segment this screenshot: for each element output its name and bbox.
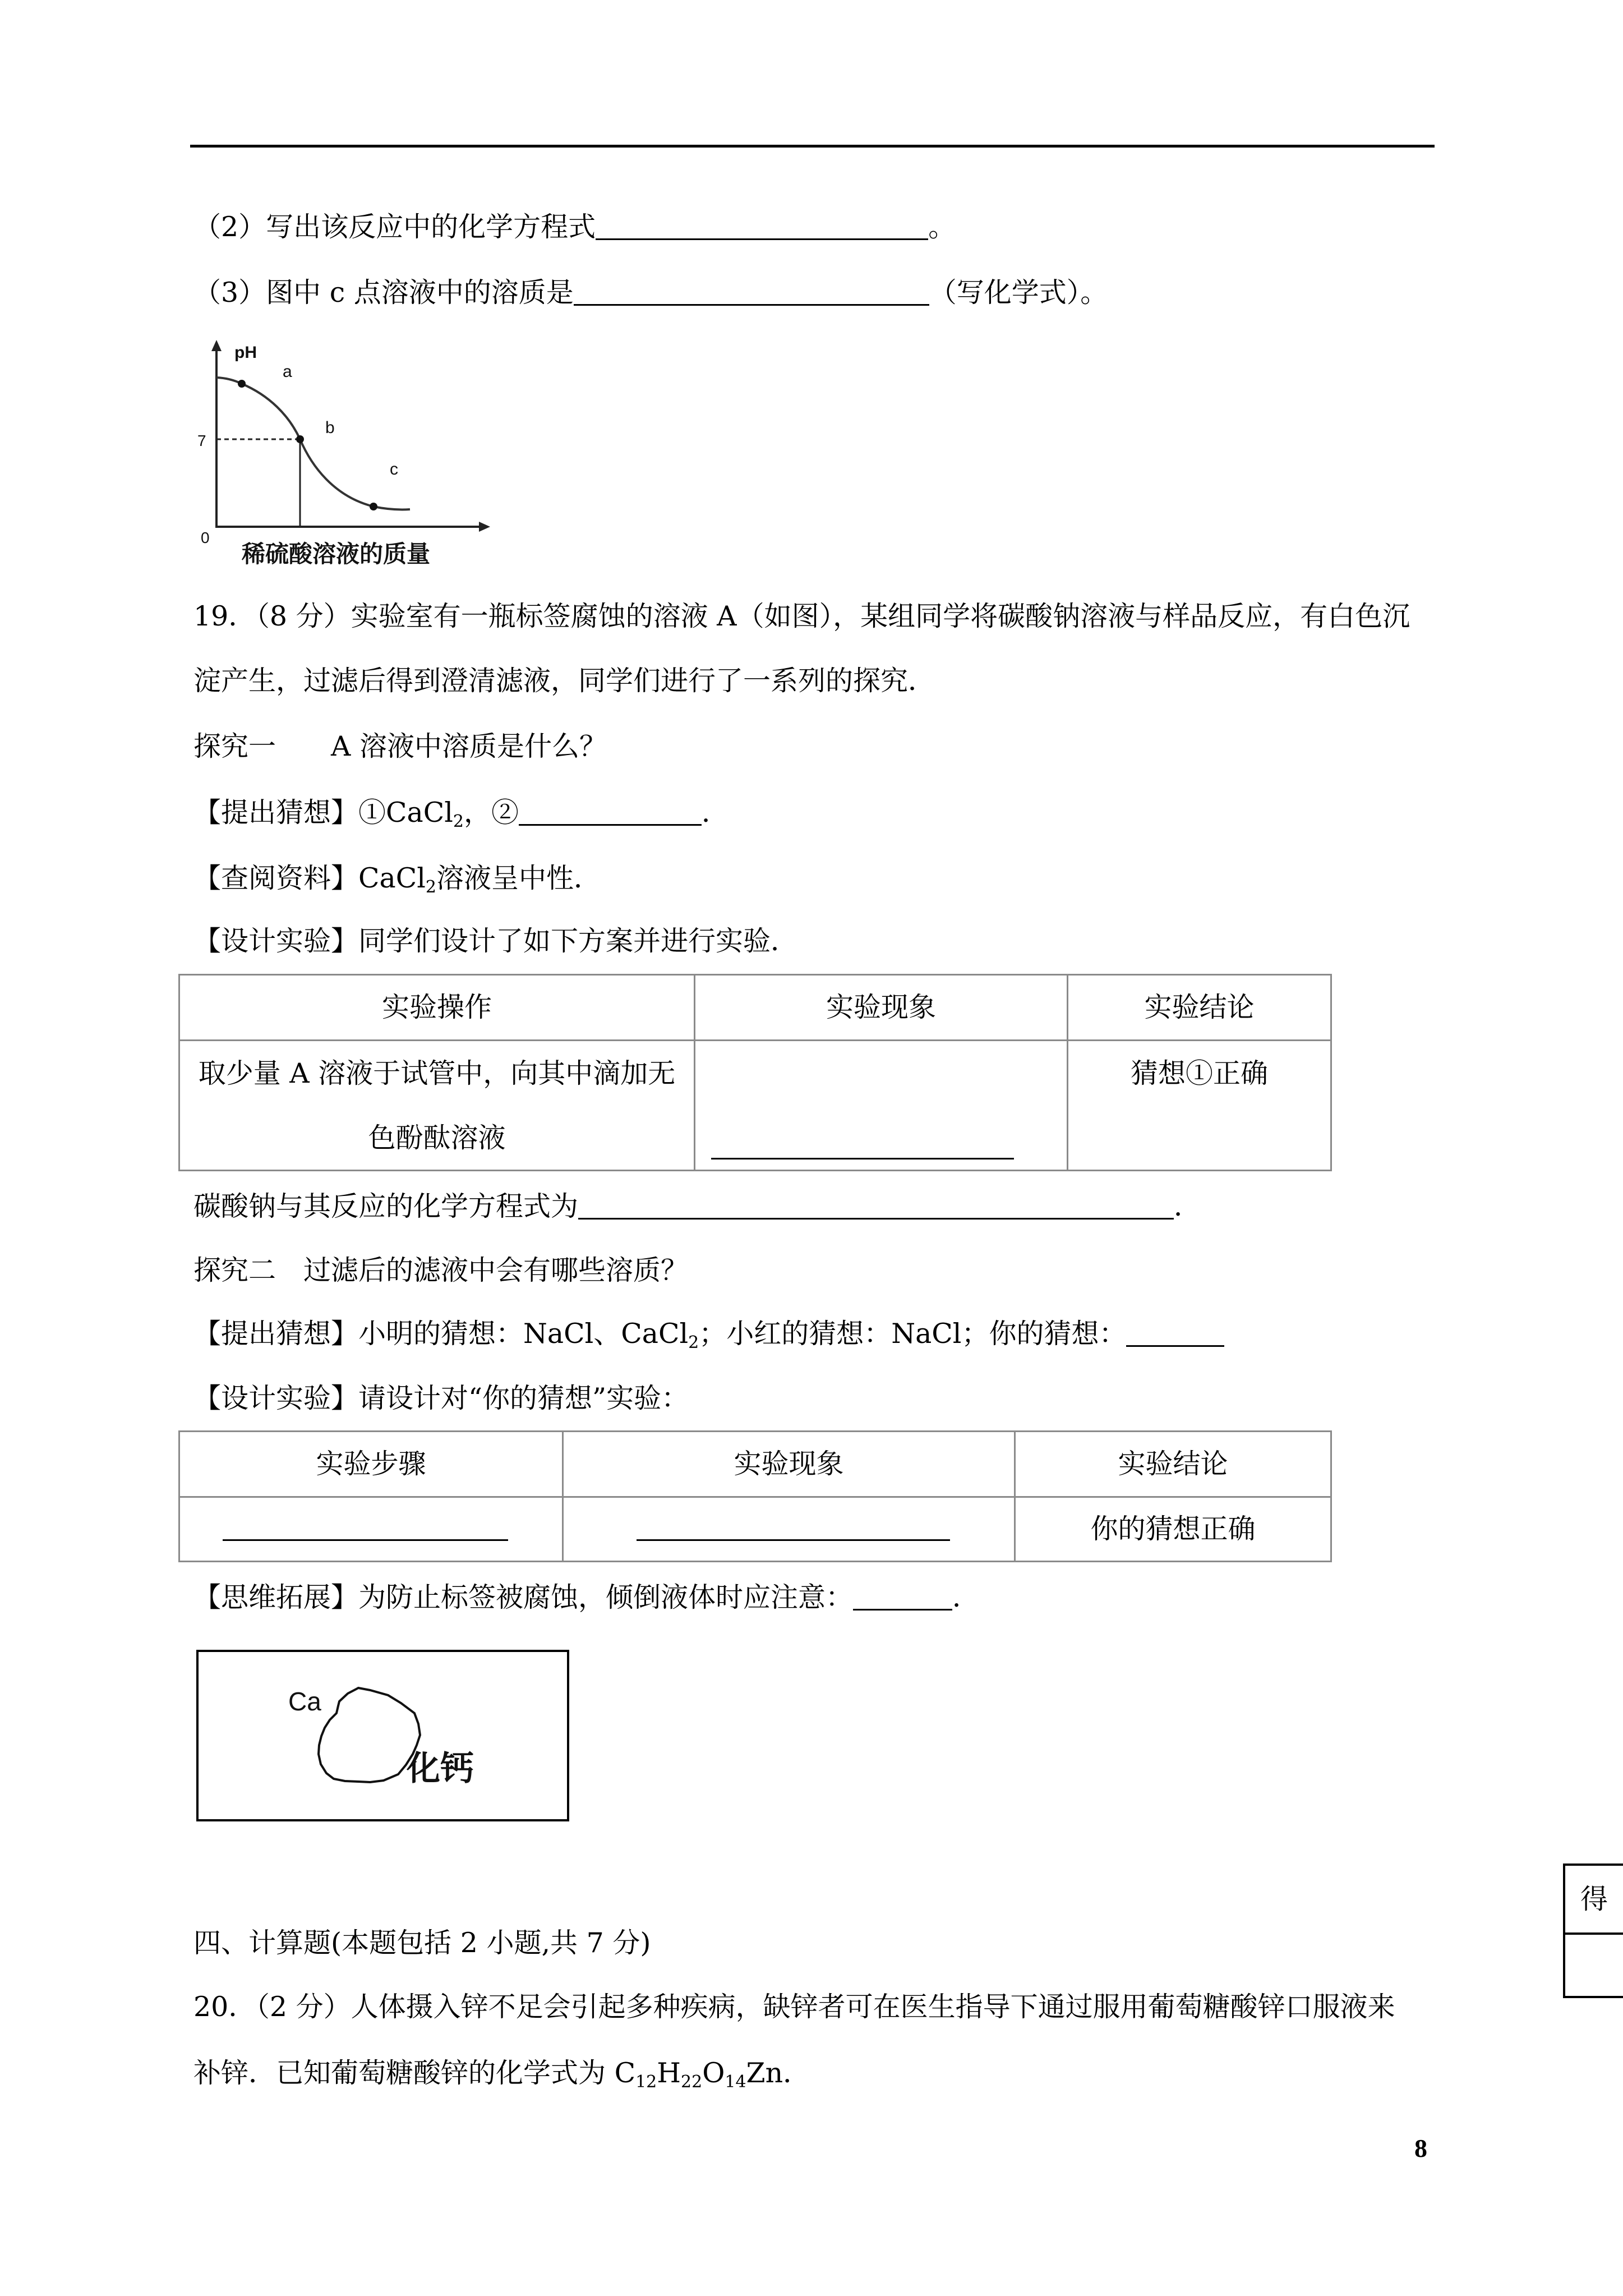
subscript: 2 <box>425 877 436 897</box>
ph-curve <box>216 378 410 509</box>
formula-element: H <box>657 2057 681 2089</box>
q19-intro-line: 19．（8 分）实验室有一瓶标签腐蚀的溶液 A（如图），某组同学将碳酸钠溶液与样品反应，有白色沉 <box>193 600 1410 632</box>
extension-text: 【思维拓展】为防止标签被腐蚀，倾倒液体时应注意： <box>193 1581 854 1613</box>
extension-line <box>193 1581 980 1614</box>
table1-conclusion-text: 猜想①正确 <box>1130 1057 1268 1089</box>
point-b-label: b <box>325 418 335 437</box>
q20-line-formula <box>193 2056 810 2090</box>
equation-suffix: ． <box>1174 1190 1202 1222</box>
point-c-marker <box>370 503 377 510</box>
point-b-marker <box>296 435 304 443</box>
table2-steps-cell <box>180 1498 564 1562</box>
reference-suffix: 溶液呈中性． <box>436 862 601 894</box>
table2-header-conclusion: 实验结论 <box>1016 1432 1332 1498</box>
answer-blank <box>711 1158 1014 1159</box>
reference-prefix: 【查阅资料】CaCl <box>193 862 426 894</box>
table2-phenomenon-cell <box>564 1498 1016 1562</box>
answer-blank <box>596 216 928 240</box>
explore1-hypothesis <box>193 796 729 830</box>
hypothesis-prefix: 【提出猜想】①CaCl <box>193 797 453 829</box>
table1-phenomenon-cell <box>695 1041 1068 1171</box>
q19-intro-line: 淀产生，过滤后得到澄清滤液，同学们进行了一系列的探究． <box>193 665 936 697</box>
q18-item-2-text: （2）写出该反应中的化学方程式 <box>193 211 596 243</box>
ph-curve-figure <box>185 331 510 578</box>
table1-header-conclusion: 实验结论 <box>1068 976 1332 1041</box>
score-box-divider <box>1565 1932 1623 1935</box>
hypothesis-suffix: ． <box>701 797 729 829</box>
label-bottom-text: 化钙 <box>407 1750 474 1787</box>
section-title: 四、计算题(本题包括 2 小题,共 7 分) <box>193 1927 651 1959</box>
q18-item-2 <box>193 210 956 244</box>
subscript: 2 <box>688 1333 699 1352</box>
explore2-title: 探究二 过滤后的滤液中会有哪些溶质？ <box>193 1254 689 1286</box>
header-rule <box>190 145 1435 148</box>
table1-header-operation: 实验操作 <box>180 976 695 1041</box>
y-axis-label: pH <box>234 343 257 362</box>
q18-item-2-suffix: 。 <box>928 211 956 243</box>
origin-label: 0 <box>201 529 210 546</box>
label-top-text: Ca <box>288 1687 321 1716</box>
page-number: 8 <box>1414 2134 1427 2162</box>
point-c-label: c <box>390 460 398 478</box>
explore2-hypothesis <box>193 1317 1224 1351</box>
table1-operation-line: 色酚酞溶液 <box>368 1122 506 1154</box>
explore1-reference <box>193 862 601 895</box>
formula-subscript: 14 <box>725 2072 746 2092</box>
extension-suffix: ． <box>952 1581 980 1613</box>
hypothesis-suffix: ；小红的猜想：NaCl；你的猜想： <box>699 1318 1127 1350</box>
answer-blank <box>1126 1323 1224 1347</box>
point-a-label: a <box>283 362 292 381</box>
q18-item-3 <box>193 276 1108 310</box>
equation-text: 碳酸钠与其反应的化学方程式为 <box>193 1190 579 1222</box>
x-axis-arrow <box>479 522 490 532</box>
answer-blank <box>574 282 929 306</box>
y-tick-label: 7 <box>197 432 206 449</box>
hypothesis-prefix: 【提出猜想】小明的猜想：NaCl、CaCl <box>193 1318 689 1350</box>
q18-item-3-text: （3）图中 c 点溶液中的溶质是 <box>193 277 574 309</box>
formula-subscript: 22 <box>681 2072 703 2092</box>
explore1-design: 【设计实验】同学们设计了如下方案并进行实验． <box>193 925 799 957</box>
subscript: 2 <box>453 812 464 831</box>
point-a-marker <box>238 380 246 388</box>
table2-header-phenomenon: 实验现象 <box>564 1432 1016 1498</box>
experiment-table-1 <box>178 974 1332 1171</box>
formula-element: O <box>702 2057 725 2089</box>
table1-operation-cell <box>180 1041 695 1171</box>
table1-header-phenomenon: 实验现象 <box>695 976 1068 1041</box>
explore1-title: 探究一 A 溶液中溶质是什么？ <box>193 730 607 762</box>
answer-blank <box>578 1195 1174 1220</box>
experiment-table-2 <box>178 1430 1332 1562</box>
y-axis-arrow <box>211 340 222 351</box>
answer-blank <box>637 1539 950 1541</box>
table1-operation-line: 取少量 A 溶液于试管中，向其中滴加无 <box>198 1057 676 1089</box>
q20-line2-prefix: 补锌．已知葡萄糖酸锌的化学式为 <box>193 2057 615 2089</box>
answer-blank <box>223 1539 508 1541</box>
answer-blank <box>853 1586 952 1611</box>
formula-element: Zn <box>746 2057 783 2089</box>
q18-item-3-suffix: （写化学式）。 <box>929 277 1108 309</box>
q20-line2-suffix: ． <box>783 2057 811 2089</box>
answer-blank <box>519 802 702 826</box>
hypothesis-middle: ，② <box>463 797 519 829</box>
formula-element: C <box>614 2057 636 2089</box>
table2-conclusion-text: 你的猜想正确 <box>1090 1513 1256 1545</box>
score-box <box>1563 1864 1623 1998</box>
table2-conclusion-cell <box>1016 1498 1332 1562</box>
corrosion-outline <box>319 1688 420 1782</box>
score-label: 得 <box>1580 1883 1608 1915</box>
explore1-equation <box>193 1190 1201 1223</box>
q20-line: 20．（2 分）人体摄入锌不足会引起多种疾病，缺锌者可在医生指导下通过服用葡萄糖酸锌口服液来 <box>193 1991 1395 2023</box>
explore2-design: 【设计实验】请设计对“你的猜想”实验： <box>193 1382 689 1414</box>
corroded-label-drawing <box>196 1650 569 1821</box>
table2-header-steps: 实验步骤 <box>180 1432 564 1498</box>
x-axis-label: 稀硫酸溶液的质量 <box>242 541 431 567</box>
corroded-label-figure <box>196 1650 569 1821</box>
formula-subscript: 12 <box>635 2072 657 2092</box>
table1-conclusion-cell <box>1068 1041 1332 1171</box>
